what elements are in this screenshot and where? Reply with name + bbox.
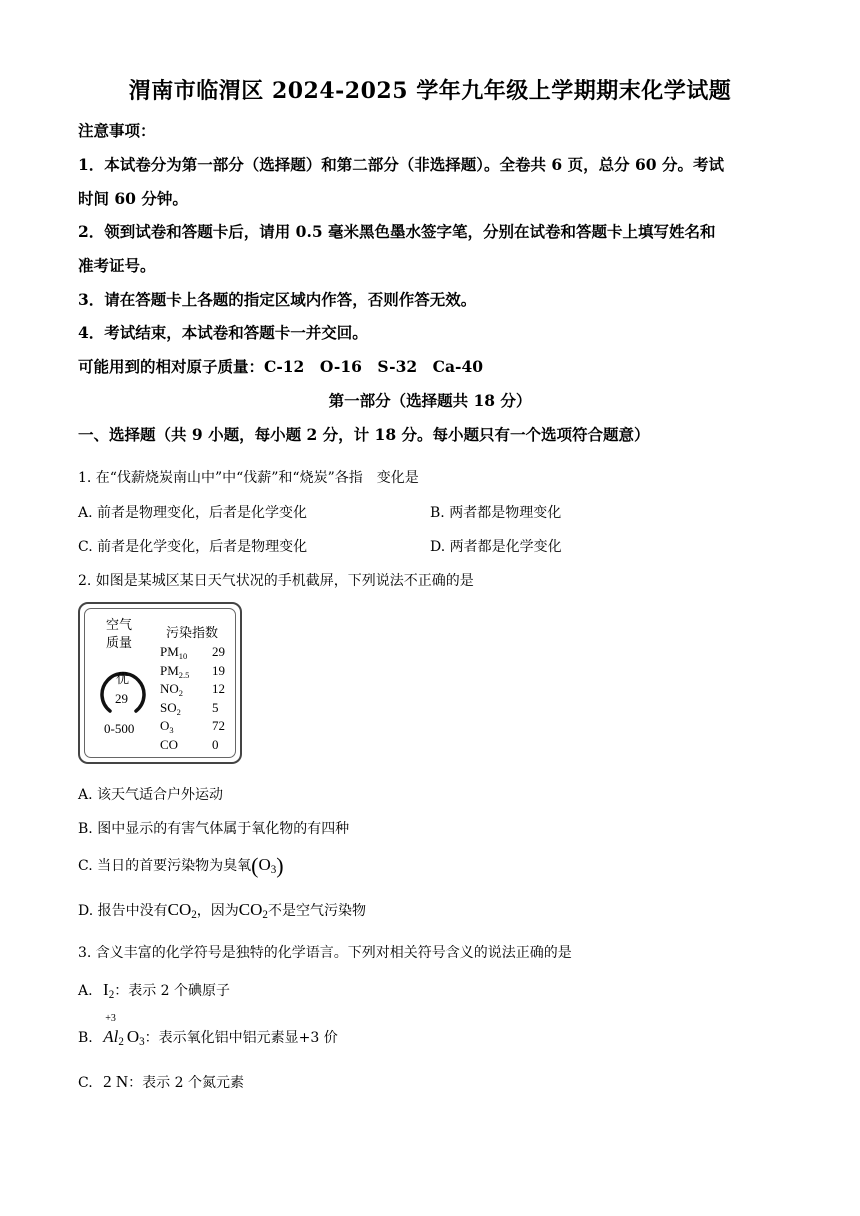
ozone-formula: $O_3$ xyxy=(258,855,277,876)
q2-option-d xyxy=(78,900,366,921)
q1-option-b: B. 两者都是物理变化 xyxy=(430,505,562,521)
pollutant-name: $O_3$ xyxy=(160,718,174,735)
q2-option-b: B. 图中显示的有害气体属于氧化物的有四种 xyxy=(78,821,350,837)
aq-grade: 优 xyxy=(116,671,130,686)
notice-heading: 注意事项： xyxy=(78,121,156,140)
aqi-value: 29 xyxy=(115,691,128,706)
aq-label-line1: 空气 xyxy=(106,617,133,632)
q2-stem: 2. 如图是某城区某日天气状况的手机截屏，下列说法不正确的是 xyxy=(78,573,474,589)
co2-formula-1: $CO_2$ xyxy=(167,900,197,921)
pollutant-value: 72 xyxy=(212,718,225,733)
q2-option-a: A. 该天气适合户外运动 xyxy=(78,787,224,803)
notice-item-1a: 1．本试卷分为第一部分（选择题）和第二部分（非选择题）。全卷共 6 页，总分 60 分。考试 xyxy=(78,155,724,174)
pollutant-value: 5 xyxy=(212,699,219,715)
q3-option-b: B. +3 $Al_2$ $O_3$：表示氧化铝中铝元素显+3 价 xyxy=(78,1013,338,1048)
pollutant-name: $PM_{2.5}$ xyxy=(160,662,190,680)
notice-item-4: 4．考试结束，本试卷和答题卡一并交回。 xyxy=(78,323,368,342)
pollutant-value: 19 xyxy=(212,662,225,678)
pollutant-name: $SO_2$ xyxy=(160,699,181,717)
pollutant-name: CO xyxy=(160,736,179,752)
q2-option-d-part3: 不是空气污染物 xyxy=(267,903,366,919)
q1-option-d: D. 两者都是化学变化 xyxy=(430,539,562,555)
q2-option-c-text: C. 当日的首要污染物为臭氧 xyxy=(78,858,252,874)
paren-close: ) xyxy=(276,853,284,878)
notice-item-3: 3．请在答题卡上各题的指定区域内作答，否则作答无效。 xyxy=(78,290,477,309)
notice-item-2a: 2．领到试卷和答题卡后，请用 0.5 毫米黑色墨水签字笔，分别在试卷和答题卡上填写姓名和 xyxy=(78,222,716,241)
atomic-mass-line: 可能用到的相对原子质量：C-12 O-16 S-32 Ca-40 xyxy=(78,357,484,376)
q3-option-a: A. $I_2$：表示 2 个碘原子 xyxy=(78,980,231,1001)
alumina-formula: +3 $Al_2$ xyxy=(103,1013,124,1048)
q3-stem: 3. 含义丰富的化学符号是独特的化学语言。下列对相关符号含义的说法正确的是 xyxy=(78,945,572,961)
notice-item-2b: 准考证号。 xyxy=(78,256,156,275)
pollutant-name: $NO_2$ xyxy=(160,681,183,698)
pollution-index-title: 污染指数 xyxy=(166,625,219,640)
q3-option-c: C. 2 N：表示 2 个氮元素 xyxy=(78,1072,244,1091)
co2-formula-2: $CO_2$ xyxy=(238,900,268,921)
notice-item-1b: 时间 60 分钟。 xyxy=(78,189,188,208)
q2-option-c xyxy=(78,853,284,879)
q2-option-d-part2: ，因为 xyxy=(196,903,239,919)
q1-option-a: A. 前者是物理变化，后者是化学变化 xyxy=(78,505,308,521)
q1-option-c: C. 前者是化学变化，后者是物理变化 xyxy=(78,539,308,555)
paren-open: ( xyxy=(251,853,259,878)
pollutant-value: 0 xyxy=(212,736,219,752)
q2-option-d-part1: D. 报告中没有 xyxy=(78,903,168,919)
valence-mark: +3 xyxy=(105,1013,116,1024)
air-quality-widget xyxy=(78,602,242,764)
q1-stem: 1. 在“伐薪烧炭南山中”中“伐薪”和“烧炭”各指 变化是 xyxy=(78,470,419,486)
pollutant-value: 12 xyxy=(212,681,225,696)
section1-heading: 一、选择题（共 9 小题，每小题 2 分，计 18 分。每小题只有一个选项符合题意） xyxy=(78,425,650,444)
part1-heading: 第一部分（选择题共 18 分） xyxy=(328,391,532,410)
iodine-formula: $I_2$ xyxy=(103,980,115,1001)
pollutant-name: $PM_{10}$ xyxy=(160,644,188,661)
pollutant-value: 29 xyxy=(212,644,225,659)
aq-label-line2: 质量 xyxy=(106,635,133,650)
exam-title: 渭南市临渭区 2024-2025 学年九年级上学期期末化学试题 xyxy=(128,78,732,104)
aqi-range: 0-500 xyxy=(104,721,135,736)
nitrogen-symbol: 2 N xyxy=(103,1072,129,1091)
